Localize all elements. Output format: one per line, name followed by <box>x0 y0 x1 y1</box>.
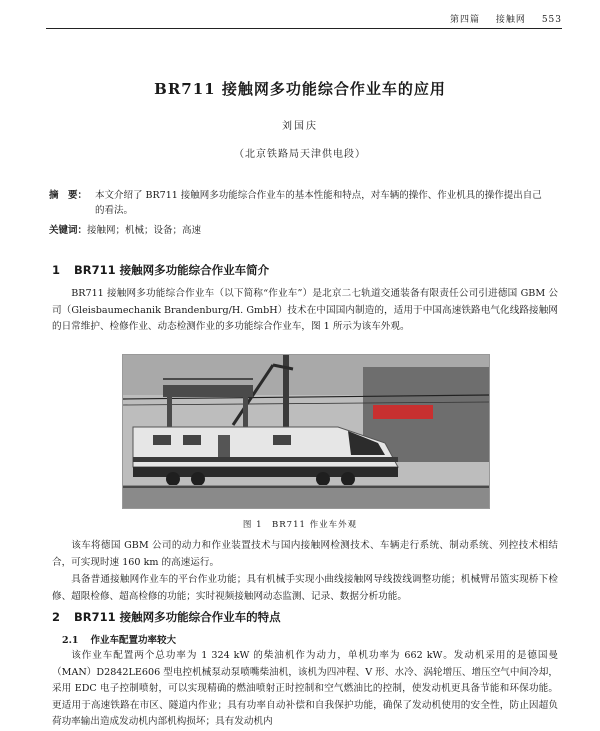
train-window-3 <box>273 435 291 445</box>
platform-post-right <box>243 397 248 427</box>
section-2-number: 2 <box>52 610 61 624</box>
running-header-chapter: 第四篇 <box>450 15 481 25</box>
section-1-title: BR711 接触网多功能综合作业车简介 <box>74 263 270 277</box>
figure-1-train-photo <box>122 354 490 509</box>
section-1-paragraph-1: BR711 接触网多功能综合作业车（以下简称“作业车”）是北京二七轨道交通装备有限责任公司引进德国 GBM 公司（Gleisbaumechanik Brandenburg/H. GmbH）技术在中国国内制造的，适用于中国高速铁路电气化线路接触网的日常维护、检修作业、动态检测作业的多功能综合作业车，图 1 所示为该车外观。 <box>52 288 558 332</box>
abstract-label: 摘 要： <box>49 190 88 201</box>
running-header-section: 接触网 <box>495 15 526 25</box>
subsection-2-1-title: 作业车配置功率较大 <box>90 635 177 646</box>
affiliation: （北京铁路局天津供电段） <box>234 149 366 160</box>
author: 刘国庆 <box>282 121 318 132</box>
bogie-wheel-4 <box>341 472 355 486</box>
section-1-paragraph-2: 该车将德国 GBM 公司的动力和作业装置技术与国内接触网检测技术、车辆走行系统、制动系统、列控技术相结合，可实现时速 160 km 的高速运行。 <box>52 540 558 568</box>
train-door <box>218 435 230 457</box>
train-window-1 <box>153 435 171 445</box>
train-stripe <box>133 457 398 462</box>
bogie-wheel-2 <box>191 472 205 486</box>
abstract-text: 本文介绍了 BR711 接触网多功能综合作业车的基本性能和特点，对车辆的操作、作业机具的操作提出自己的看法。 <box>95 190 542 216</box>
train-window-2 <box>183 435 201 445</box>
platform-post-left <box>167 397 172 427</box>
work-platform <box>163 385 253 397</box>
subsection-2-1-number: 2.1 <box>62 635 79 646</box>
page-number: 553 <box>541 15 562 25</box>
section-2-title: BR711 接触网多功能综合作业车的特点 <box>74 610 281 624</box>
subsection-2-1-heading <box>62 632 176 646</box>
header-rule <box>46 28 562 29</box>
keywords-label: 关键词： <box>49 225 88 236</box>
track-bed <box>123 485 489 508</box>
section-2-paragraph-1: 该作业车配置两个总功率为 1 324 kW 的柴油机作为动力，单机功率为 662 kW。发动机采用的是德国曼（MAN）D2842LE606 型电控机械泵动泵喷嘴柴油机，该机为四冲程、V 形、水冷、涡轮增压、增压空气中间冷却，采用 EDC 电子控制喷射，可以实现精确的燃油喷射正时控制和空气燃油比的控制，使发动机更具备节能和环保功能。更适用于高速铁路在市区、隧道内作业；具有功率自动补偿和自我保护功能，确保了发动机使用的安全性，防止因超负荷功率输出造成发动机内部机构损坏；具有发动机内 <box>52 650 558 727</box>
abstract <box>49 188 557 218</box>
section-1-heading <box>52 262 269 278</box>
station-sign <box>373 405 433 419</box>
section-1-number: 1 <box>52 263 61 277</box>
running-header <box>0 12 562 25</box>
bogie-wheel-3 <box>316 472 330 486</box>
section-1-paragraph-3: 具备普通接触网作业车的平台作业功能；具有机械手实现小曲线接触网导线拨线调整功能；机械臂吊篮实现桥下检修、超限检修、超高检修的功能；实时视频接触网动态监测、记录、数据分析功能。 <box>52 574 558 602</box>
section-2-heading <box>52 609 281 625</box>
figure-1-caption: 图 1 BR711 作业车外观 <box>242 520 358 530</box>
train-illustration <box>123 355 489 508</box>
keywords-text: 接触网；机械；设备；高速 <box>87 225 202 236</box>
keywords <box>49 222 557 236</box>
paper-title: BR711 接触网多功能综合作业车的应用 <box>154 80 446 98</box>
bogie-wheel-1 <box>166 472 180 486</box>
